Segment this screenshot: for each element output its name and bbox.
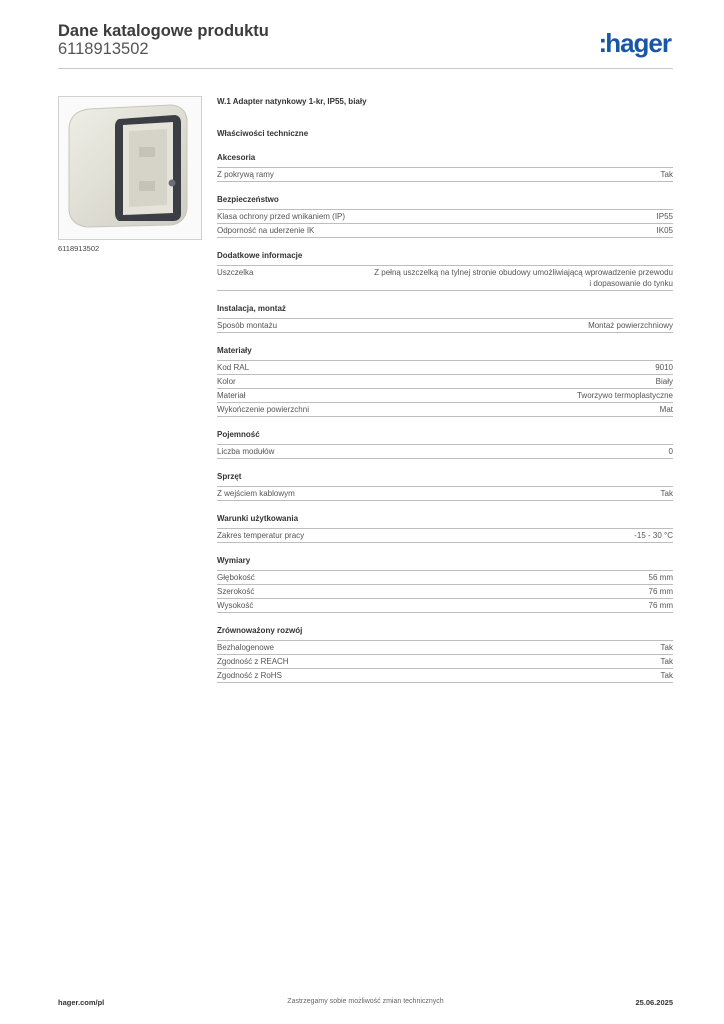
spec-row [217,668,673,683]
spec-row [217,402,673,417]
spec-value: Tak [660,671,673,680]
spec-value: Tak [660,657,673,666]
spec-label: Kolor [217,377,236,386]
spec-row [217,640,673,654]
spec-section [217,513,673,543]
section-title: Zrównoważony rozwój [217,626,303,635]
section-rows [217,640,673,683]
section-title: Sprzęt [217,472,242,481]
spec-row [217,654,673,668]
spec-label: Uszczelka [217,268,254,277]
product-name: W.1 Adapter natynkowy 1-kr, IP55, biały [217,97,367,106]
spec-row [217,265,673,291]
spec-section [217,194,673,238]
spec-row [217,223,673,238]
spec-value: Tworzywo termoplastyczne [576,391,673,400]
spec-row [217,570,673,584]
product-image [58,96,202,240]
spec-label: Z wejściem kablowym [217,489,295,498]
spec-section [217,345,673,417]
section-rows [217,265,673,291]
header-divider [58,68,673,69]
spec-label: Bezhalogenowe [217,643,274,652]
footer-notice: Zastrzegamy sobie możliwość zmian technicznych [287,998,444,1005]
footer-site-link[interactable]: hager.com/pl [58,998,105,1007]
section-title: Pojemność [217,430,260,439]
spec-value: IK05 [656,226,673,235]
section-title: Wymiary [217,556,251,565]
spec-label: Zgodność z REACH [217,657,289,666]
section-rows [217,444,673,459]
footer-date: 25.06.2025 [635,998,673,1007]
spec-value: Tak [660,170,673,179]
spec-section [217,625,673,683]
spec-label: Liczba modułów [217,447,275,456]
spec-label: Głębokość [217,573,255,582]
spec-row [217,486,673,501]
spec-label: Kod RAL [217,363,250,372]
properties-heading: Właściwości techniczne [217,129,309,138]
spec-value: 9010 [655,363,673,372]
spec-section [217,471,673,501]
spec-label: Szerokość [217,587,255,596]
page-header [58,20,673,70]
spec-value: IP55 [656,212,673,221]
section-rows [217,318,673,333]
spec-section [217,555,673,613]
spec-section [217,152,673,182]
image-caption: 6118913502 [58,244,100,253]
spec-value: Biały [655,377,673,386]
hager-logo: :hager [598,28,671,58]
section-title: Akcesoria [217,153,256,162]
spec-sections [217,152,673,683]
spec-value: 76 mm [648,587,673,596]
spec-content [217,96,673,683]
spec-label: Zakres temperatur pracy [217,531,305,540]
section-rows [217,209,673,238]
spec-label: Wykończenie powierzchni [217,405,309,414]
spec-value: Tak [660,643,673,652]
spec-label: Odporność na uderzenie IK [217,226,315,235]
spec-row [217,584,673,598]
spec-value: Montaż powierzchniowy [588,321,673,330]
section-title: Materiały [217,346,252,355]
spec-row [217,444,673,459]
spec-row [217,318,673,333]
spec-row [217,167,673,182]
spec-row [217,360,673,374]
spec-value: 0 [668,447,673,456]
product-code: 6118913502 [58,40,149,58]
section-rows [217,360,673,417]
spec-label: Wysokość [217,601,254,610]
section-rows [217,570,673,613]
spec-section [217,303,673,333]
section-title: Bezpieczeństwo [217,195,279,204]
section-rows [217,528,673,543]
spec-value: Z pełną uszczelką na tylnej stronie obudowy umożliwiającą wprowadzenie przewodu i dopasowanie do tynku [374,268,673,288]
spec-row [217,209,673,223]
spec-label: Klasa ochrony przed wnikaniem (IP) [217,212,346,221]
spec-value: -15 - 30 °C [634,531,673,540]
spec-value: Tak [660,489,673,498]
section-title: Instalacja, montaż [217,304,286,313]
spec-row [217,374,673,388]
spec-value: 56 mm [648,573,673,582]
section-title: Warunki użytkowania [217,514,299,523]
surface-box-illustration [59,97,201,239]
section-rows [217,167,673,182]
spec-section [217,429,673,459]
spec-label: Z pokrywą ramy [217,170,274,179]
spec-label: Sposób montażu [217,321,278,330]
spec-value: 76 mm [648,601,673,610]
spec-section [217,250,673,291]
section-rows [217,486,673,501]
spec-label: Zgodność z RoHS [217,671,282,680]
spec-label: Materiał [217,391,246,400]
page-title: Dane katalogowe produktu [58,22,269,40]
spec-value: Mat [659,405,673,414]
spec-row [217,528,673,543]
spec-row [217,388,673,402]
spec-row [217,598,673,613]
section-title: Dodatkowe informacje [217,251,303,260]
